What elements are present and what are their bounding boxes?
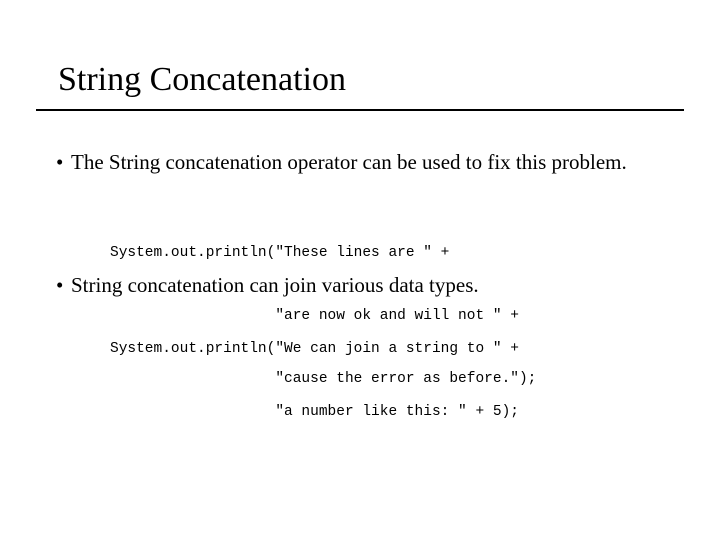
bullet-item bbox=[56, 273, 656, 298]
code-line: System.out.println("We can join a string to " + bbox=[110, 341, 519, 357]
code-line: "are now ok and will not " + bbox=[110, 308, 519, 324]
code-line: "cause the error as before."); bbox=[110, 371, 537, 387]
code-line: "a number like this: " + 5); bbox=[110, 404, 519, 420]
bullet-text: The String concatenation operator can be used to fix this problem. bbox=[71, 150, 627, 174]
bullet-marker: • bbox=[56, 273, 64, 297]
code-line: System.out.println("These lines are " + bbox=[110, 245, 450, 261]
bullet-item bbox=[56, 150, 656, 175]
slide-title: String Concatenation bbox=[58, 61, 347, 98]
bullet-text: String concatenation can join various data types. bbox=[71, 273, 479, 297]
title-divider bbox=[36, 109, 684, 111]
bullet-marker: • bbox=[56, 150, 64, 174]
code-block bbox=[110, 297, 519, 444]
